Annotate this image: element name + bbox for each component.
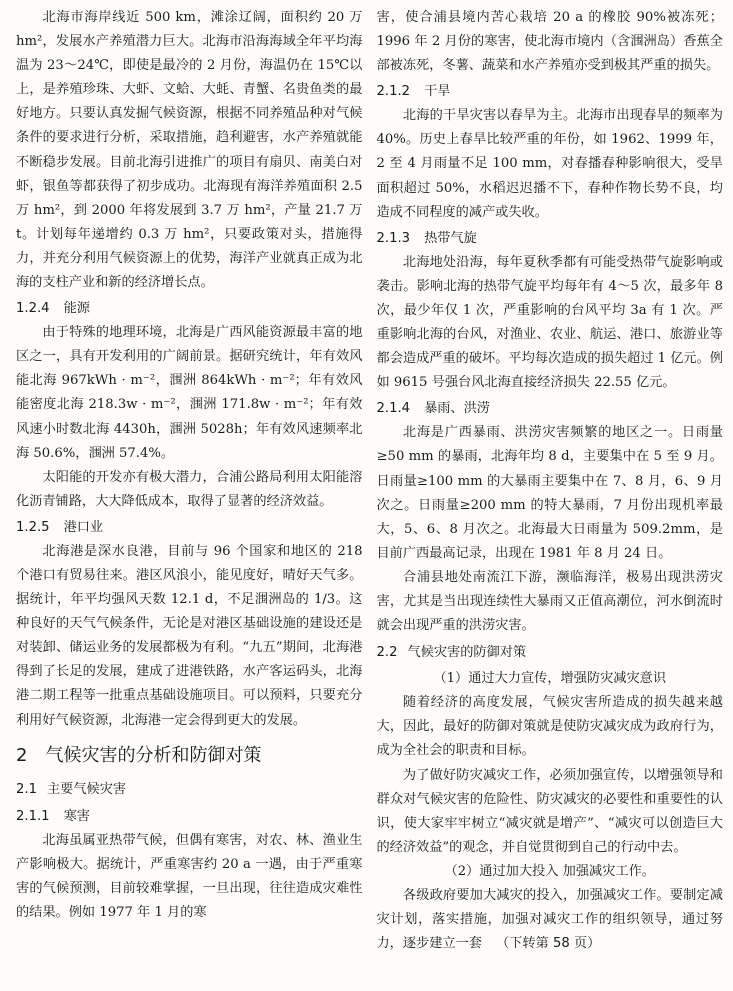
section-title: 气候灾害的防御对策: [407, 645, 527, 661]
section-heading-1-2-4: [16, 296, 363, 321]
paragraph-rainstorm: 北海是广西暴雨、洪涝灾害频繁的地区之一。日雨量≥50 mm 的暴雨，北海年均 8 d，主要集中在 5 至 9 月。日雨量≥100 mm 的大暴雨主要集中在 7、8 月，6、9 月次之。日雨量≥200 mm 的特大暴雨，7 月份出现机率最大，5、6、8 月次之。北海最大日雨量为 509.2mm，是目前广西最高记录，出现在 1981 年 8 月 24 日。: [376, 425, 723, 561]
paragraph-prevention-1: 随着经济的高度发展，气候灾害所造成的损失越来越大，因此，最好的防御对策就是使防灾减灾成为政府行为，成为全社会的职责和目标。: [376, 695, 723, 759]
section-title: 干旱: [424, 84, 451, 100]
section-number: 2.1.4: [376, 401, 411, 417]
paragraph-cold-damage-cont: 害，使合浦县境内苦心栽培 20 a 的橡胶 90%被冻死；1996 年 2 月份的寒害，使北海市境内（含涠洲岛）香蕉全部被冻死，冬薯、蔬菜和水产养殖亦受到极其严重的损失。: [376, 10, 723, 74]
section-heading-2-1-3: [377, 226, 724, 251]
list-item-investment: （2）通过加大投入 加强减灾工作。: [444, 863, 655, 879]
paragraph-drought: 北海的干旱灾害以春旱为主。北海市出现春旱的频率为 40%。历史上春旱比较严重的年份，如 1962、1999 年，2 至 4 月雨量不足 100 mm，对春播春种影响很大，受旱面积超过 50%，水稻迟迟播不下，春种作物长势不良，均造成不同程度的减产或失收。: [376, 108, 723, 220]
section-number: 1.2.4: [16, 301, 50, 317]
paragraph-tropical-cyclone: 北海地处沿海，每年夏秋季都有可能受热带气旋影响或袭击。影响北海的热带气旋平均每年有 4～5 次，最多年 8 次，最少年仅 1 次，严重影响的台风平均 3a 有 1 次。严重影响北海的台风，对渔业、农业、航运、港口、旅游业等都会造成严重的破坏。平均每次造成的损失超过 1 亿元。例如 9615 号强台风北海直接经济损失 22.55 亿元。: [376, 254, 723, 391]
right-column: [377, 6, 724, 985]
section-heading-2-1-4: [377, 396, 724, 421]
section-heading-1-2-5: [16, 515, 363, 540]
paragraph-prevention-2: 为了做好防灾减灾工作，必须加强宣传，以增强领导和群众对气候灾害的危险性、防灾减灾的必要性和重要性的认识，使大家牢牢树立“减灾就是增产”、“减灾可以创造巨大的经济效益”的观念，并自觉贯彻到自己的行动中去。: [376, 767, 723, 855]
section-title: 寒害: [63, 808, 90, 824]
paragraph-flood: 合浦县地处南流江下游，濒临海洋，极易出现洪涝灾害，尤其是当出现连续性大暴雨又正值高潮位，河水倒流时就会出现严重的洪涝灾害。: [376, 569, 723, 634]
section-title: 主要气候灾害: [46, 781, 127, 797]
paragraph-aquaculture: 北海市海岸线近 500 km，滩涂辽阔，面积约 20 万 hm²，发展水产养殖潜力巨大。北海市沿海海域全年平均海温为 23～24℃，即使是最冷的 2 月份，海温仍在 15℃以上，是养殖珍珠、大虾、文蛤、大蚝、青蟹、名贵鱼类的最好地方。只要认真发掘气候资源，根据不同养殖品种对气候条件的要求进行分析，采取措施，趋利避害，水产养殖就能不断稳步发展。目前北海引进推广的项目有扇贝、南美白对虾，银鱼等都获得了初步成功。北海现有海洋养殖面积 2.5 万 hm²，到 2000 年将发展到 3.7 万 hm²，产量 21.7 万 t。计划每年递增约 0.3 万 hm²，只要政策对头，措施得力，并充分利用气候资源上的优势，海洋产业就真正成为北海的支柱产业和新的经济增长点。: [16, 10, 363, 291]
paragraph-cold-damage: 北海虽属亚热带气候，但偶有寒害，对农、林、渔业生产影响极大。据统计，严重寒害约 20 a 一遇，由于严重寒害的气候预测，目前较难掌握，一旦出现，往往造成灾难性的结果。例如 1977 年 1 月的寒: [16, 832, 363, 920]
section-number: 2.1: [16, 781, 37, 797]
left-column: [16, 6, 363, 985]
paragraph-text: 各级政府要加大减灾的投入，加强减灾工作。要制定减灾计划，落实措施，加强对减灾工作的组织领导，通过努力，逐步建立一套: [376, 888, 723, 952]
section-heading-2-1: [16, 777, 363, 802]
section-number: 2.1.1: [16, 808, 50, 824]
section-title: 气候灾害的分析和防御对策: [45, 744, 262, 766]
section-title: 能源: [63, 301, 90, 317]
section-title: 港口业: [63, 519, 104, 535]
paragraph-energy-solar: 太阳能的开发亦有极大潜力，合浦公路局利用太阳能溶化沥青铺路，大大降低成本，取得了显著的经济效益。: [16, 469, 363, 509]
paragraph-port: 北海港是深水良港，目前与 96 个国家和地区的 218 个港口有贸易往来。港区风浪小，能见度好，晴好天气多。据统计，年平均强风天数 12.1 d，不足涠洲岛的 1/3。这种良好的天气气候条件，无论是对港区基础设施的建设还是对装卸、储运业务的发展都极为有利。“九五”期间，北海港得到了长足的发展，建成了进港铁路，水产客运码头，北海港二期工程等一批重点基础设施项目。可以预料，只要充分利用好气候资源，北海港一定会得到更大的发展。: [16, 543, 363, 728]
section-title: 暴雨、洪涝: [424, 401, 490, 417]
section-heading-2-2: [377, 640, 724, 665]
section-number: 1.2.5: [16, 519, 50, 535]
list-item-publicity: （1）通过大力宣传，增强防灾减灾意识: [433, 671, 667, 687]
section-heading-2: [16, 739, 363, 773]
section-number: 2.1.2: [376, 84, 411, 100]
paragraph-energy-wind: 由于特殊的地理环境，北海是广西风能资源最丰富的地区之一，具有开发利用的广阔前景。据研究统计，年有效风能北海 967kWh · m⁻²，涠洲 864kWh · m⁻²；年有效风能密度北海 218.3w · m⁻²，涠洲 171.8w · m⁻²；年有效风速小时数北海 4430h，涠洲 5028h；年有效风速频率北海 50.6%，涠洲 57.4%。: [16, 325, 363, 461]
section-number: 2.1.3: [376, 230, 411, 246]
paragraph-prevention-3: [377, 884, 724, 956]
section-number: 2.2: [376, 645, 398, 661]
continued-note: （下转第 58 页）: [496, 936, 601, 952]
section-title: 热带气旋: [424, 230, 477, 246]
section-heading-2-1-1: [16, 804, 363, 829]
section-heading-2-1-2: [377, 79, 724, 104]
section-number: 2: [16, 744, 28, 766]
